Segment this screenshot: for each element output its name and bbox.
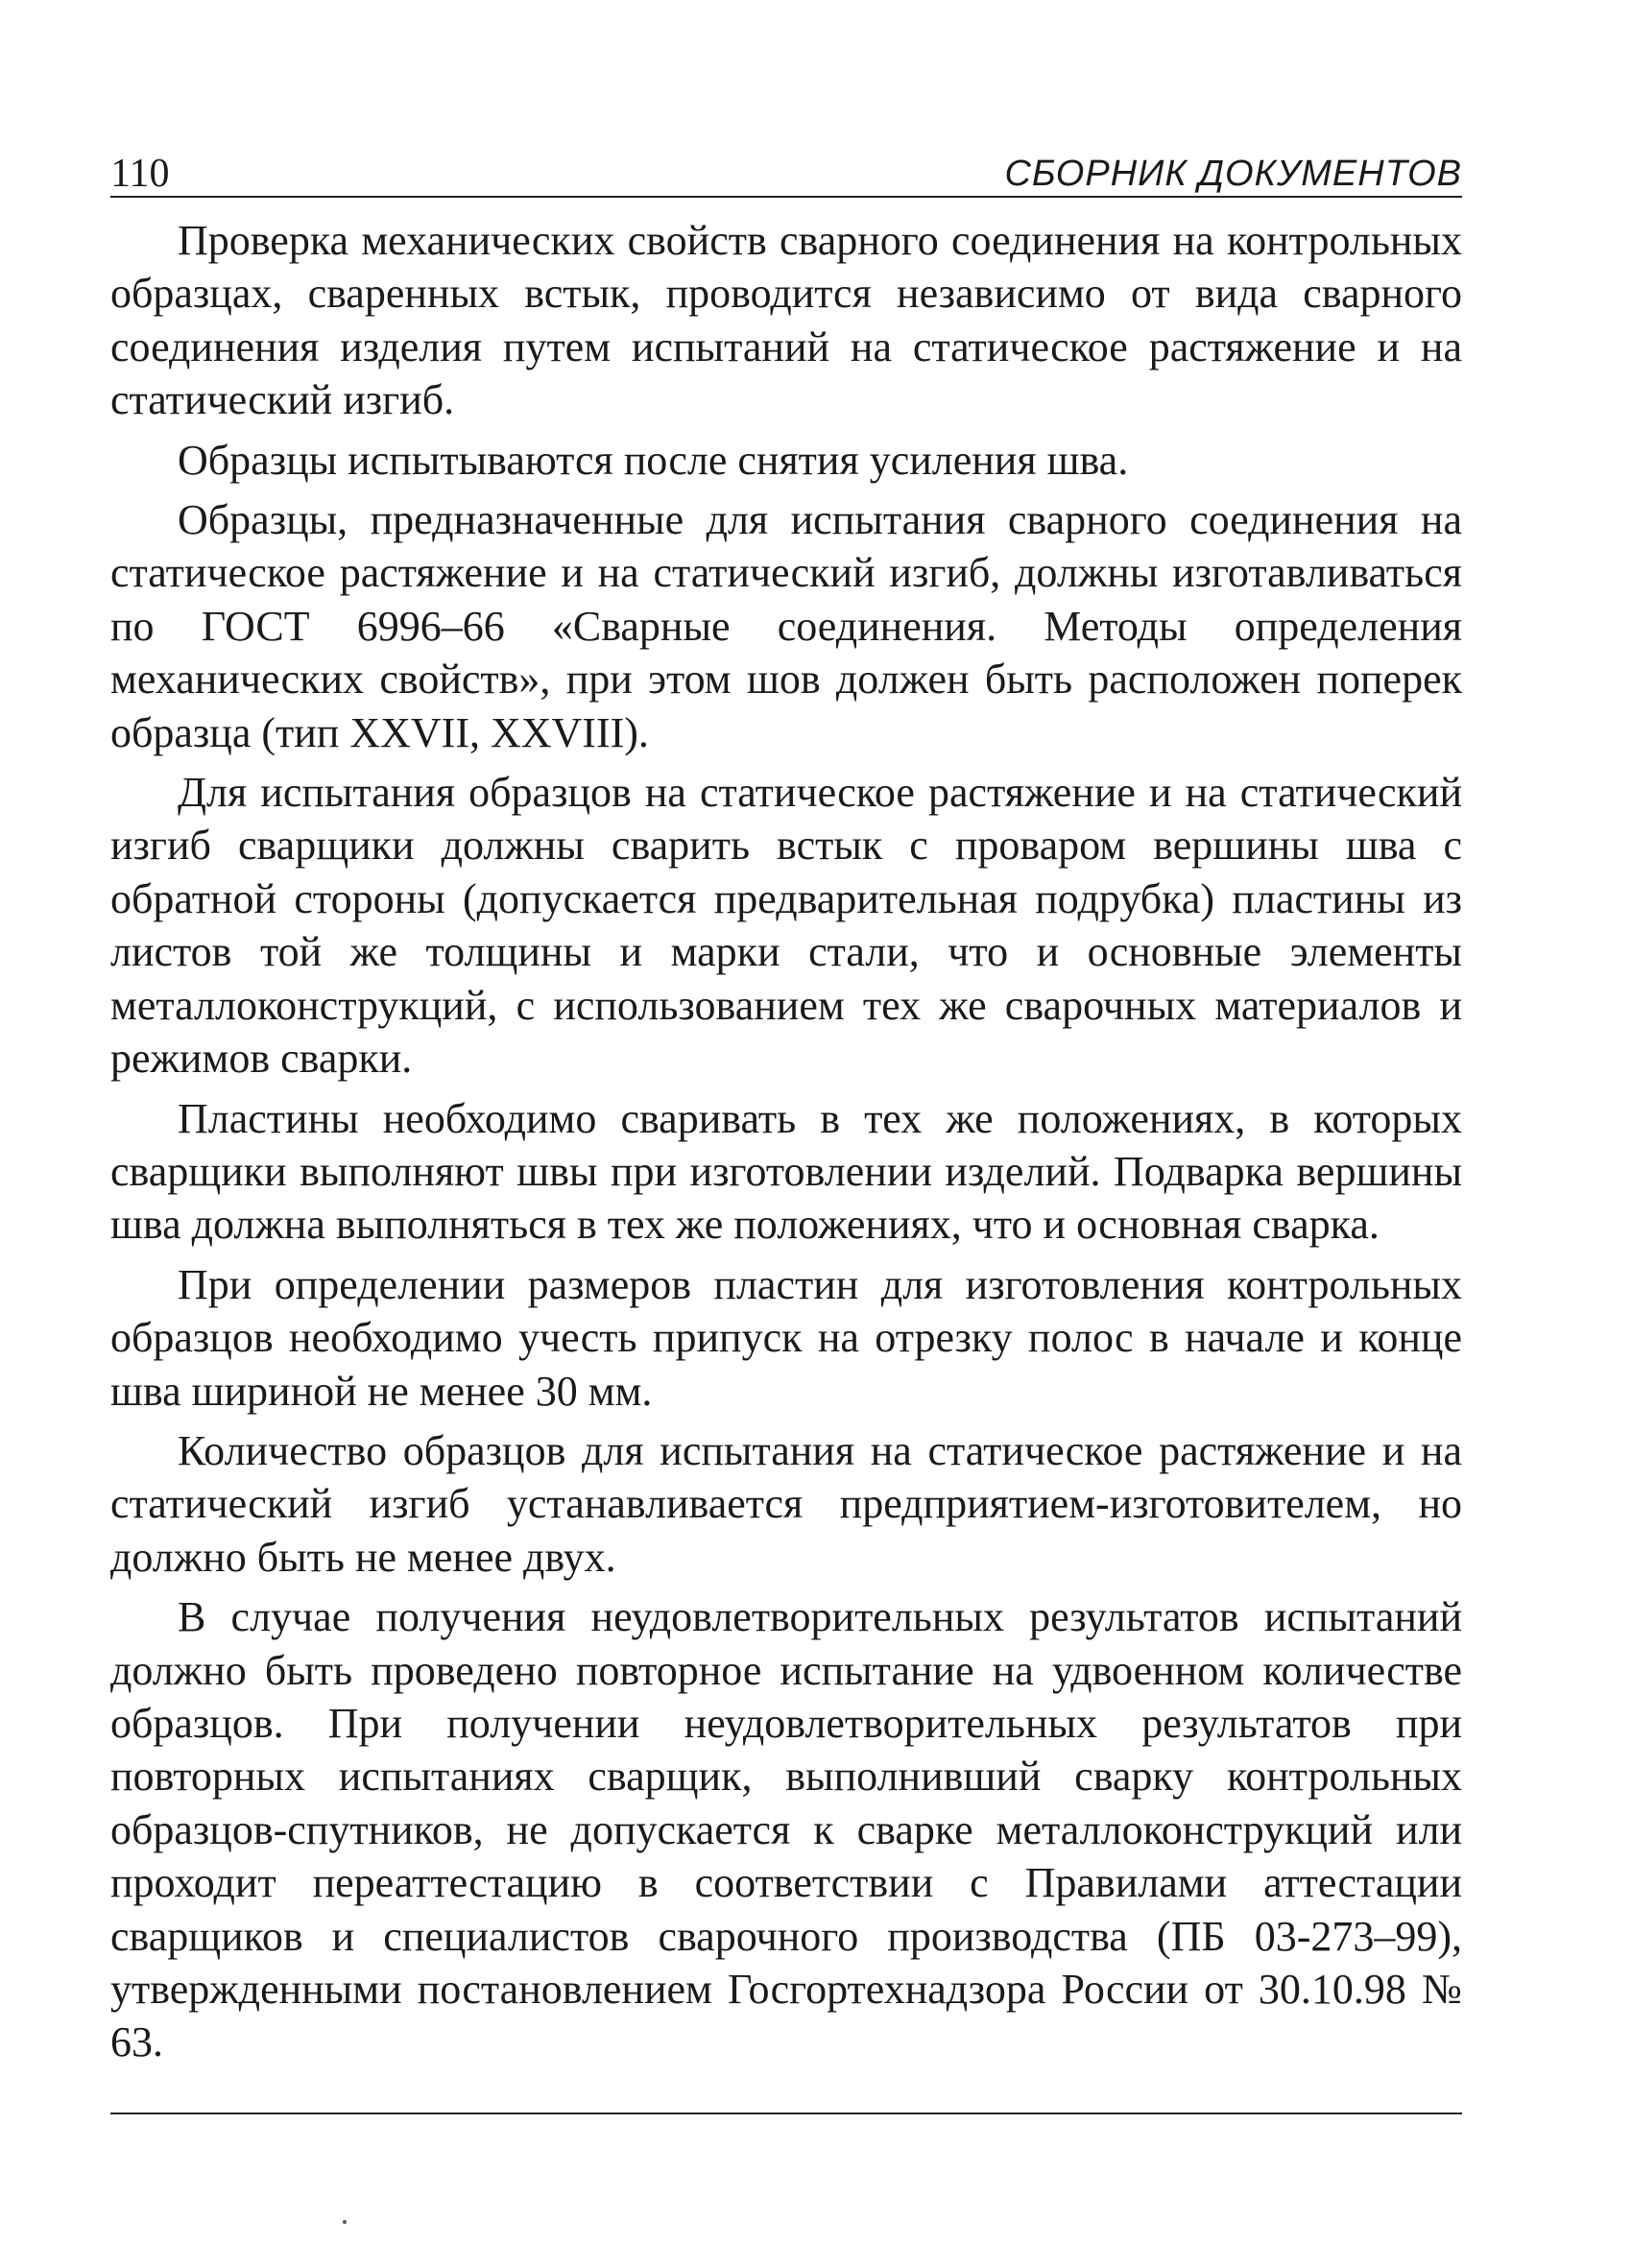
body-text (110, 214, 1462, 2076)
paragraph-test-plates: Для испытания образцов на статическое растяжение и на статический изгиб сварщики должны сварить встык с проваром вершины шва с обратной стороны (допускается предварительная подрубка) пластины из листов той же толщины и марки стали, что и основные элементы металлоконструкций, с использованием тех же сварочных материалов и режимов сварки. (110, 769, 1462, 1083)
running-header (110, 142, 1462, 198)
bottom-rule (110, 2113, 1462, 2114)
paragraph-plate-dimensions: При определении размеров пластин для изготовления контрольных образцов необходимо учесть припуск на отрезку полос в начале и конце шва шириной не менее 30 мм. (110, 1260, 1462, 1415)
paragraph-mechanical-properties: Проверка механических свойств сварного соединения на контрольных образцах, сваренных встык, проводится независимо от вида сварного соединения изделия путем испытаний на статическое растяжение и на статический изгиб. (110, 217, 1462, 424)
paragraph-reinforcement-removal: Образцы испытываются после снятия усиления шва. (178, 436, 1129, 484)
paragraph-welding-positions: Пластины необходимо сваривать в тех же положениях, в которых сварщики выполняют швы при изготовлении изделий. Подварка вершины шва должна выполняться в тех же положениях, что и основная сварка. (110, 1094, 1462, 1249)
paragraph-retest: В случае получения неудовлетворительных результатов испытаний должно быть проведено повторное испытание на удвоенном количестве образцов. При получении неудовлетворительных результатов при повторных испытаниях сварщик, выполнивший сварку контрольных образцов-спутников, не допускается к сварке металлоконструкций или проходит переаттестацию в соответствии с Правилами аттестации сварщиков и специалистов сварочного производства (ПБ 03-273–99), утвержденными постановлением Госгортехнадзора России от 30.10.98 № 63. (110, 1593, 1462, 2066)
running-title: СБОРНИК ДОКУМЕНТОВ (1004, 154, 1462, 194)
paragraph-gost-specimens: Образцы, предназначенные для испытания сварного соединения на статическое растяжение и на статический изгиб, должны изготавливаться по ГОСТ 6996–66 «Сварные соединения. Методы определения механических свойств», при этом шов должен быть расположен поперек образца (тип XXVII, XXVIII). (110, 496, 1462, 756)
paragraph-specimen-count: Количество образцов для испытания на статическое растяжение и на статический изгиб устанавливается предприятием-изготовителем, но должно быть не менее двух. (110, 1426, 1462, 1581)
page-number: 110 (110, 152, 170, 196)
scan-speck (343, 2220, 347, 2224)
